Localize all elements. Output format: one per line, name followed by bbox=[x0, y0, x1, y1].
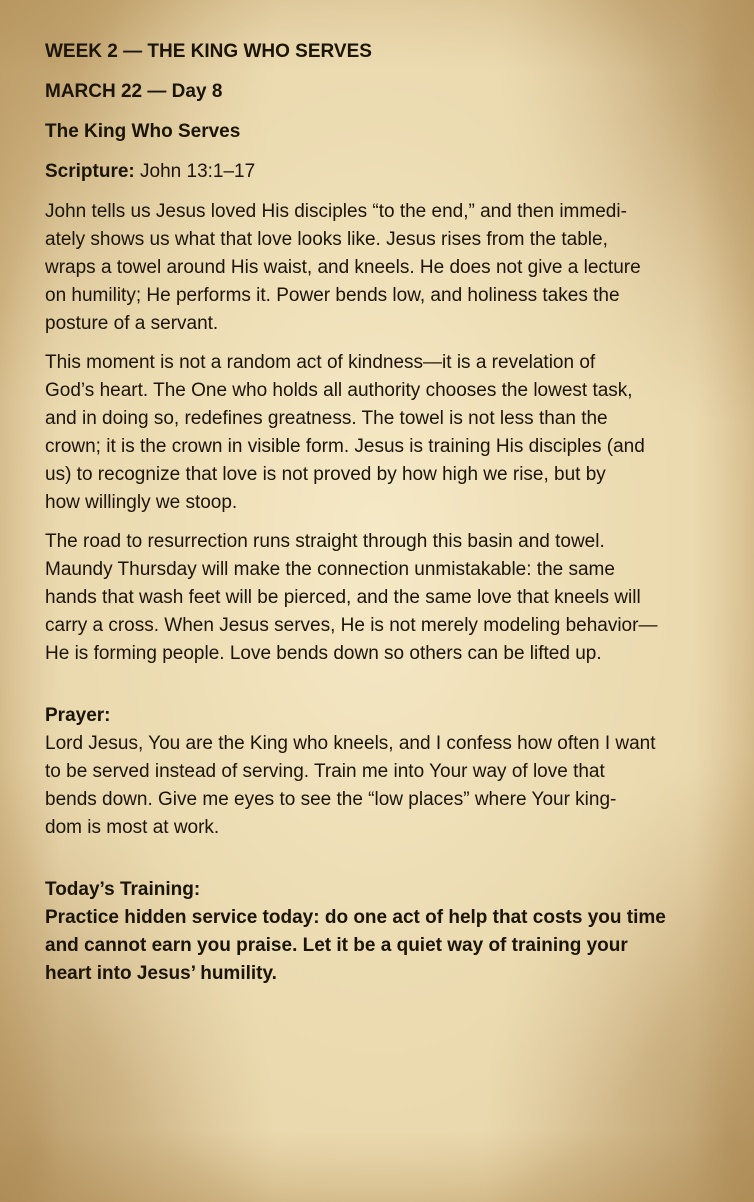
devotional-title: The King Who Serves bbox=[45, 121, 241, 142]
prayer-label: Prayer: bbox=[45, 705, 111, 726]
scripture-line bbox=[45, 160, 720, 184]
prayer-line: dom is most at work. bbox=[45, 817, 220, 838]
body-paragraph-3 bbox=[45, 528, 720, 668]
training-line: heart into Jesus’ humility. bbox=[45, 963, 277, 984]
prayer-line: Lord Jesus, You are the King who kneels, and I confess how often I want bbox=[45, 733, 656, 754]
paragraph-line: The road to resurrection runs straight through this basin and towel. bbox=[45, 531, 605, 552]
body-paragraph-2 bbox=[45, 349, 720, 517]
prayer-section bbox=[45, 702, 720, 842]
paragraph-line: ately shows us what that love looks like. Jesus rises from the table, bbox=[45, 229, 608, 250]
paragraph-line: wraps a towel around His waist, and kneels. He does not give a lecture bbox=[45, 257, 641, 278]
training-line: Practice hidden service today: do one act of help that costs you time bbox=[45, 907, 666, 928]
training-label: Today’s Training: bbox=[45, 879, 201, 900]
paragraph-line: Maundy Thursday will make the connection unmistakable: the same bbox=[45, 559, 615, 580]
paragraph-line: crown; it is the crown in visible form. Jesus is training His disciples (and bbox=[45, 436, 645, 457]
paragraph-line: us) to recognize that love is not proved by how high we rise, but by bbox=[45, 464, 606, 485]
scripture-reference: John 13:1–17 bbox=[134, 161, 256, 182]
paragraph-line: God’s heart. The One who holds all authority chooses the lowest task, bbox=[45, 380, 633, 401]
devotional-page bbox=[45, 40, 720, 988]
week-heading: WEEK 2 — THE KING WHO SERVES bbox=[45, 41, 372, 62]
paragraph-line: carry a cross. When Jesus serves, He is not merely modeling behavior— bbox=[45, 615, 658, 636]
prayer-line: bends down. Give me eyes to see the “low places” where Your king- bbox=[45, 789, 617, 810]
paragraph-line: This moment is not a random act of kindness—it is a revelation of bbox=[45, 352, 596, 373]
prayer-line: to be served instead of serving. Train me into Your way of love that bbox=[45, 761, 605, 782]
paragraph-line: John tells us Jesus loved His disciples “to the end,” and then immedi- bbox=[45, 201, 627, 222]
paragraph-line: He is forming people. Love bends down so others can be lifted up. bbox=[45, 643, 602, 664]
paragraph-line: posture of a servant. bbox=[45, 313, 219, 334]
scripture-label: Scripture: bbox=[45, 161, 135, 182]
date-heading: MARCH 22 — Day 8 bbox=[45, 81, 223, 102]
paragraph-line: how willingly we stoop. bbox=[45, 492, 238, 513]
paragraph-line: hands that wash feet will be pierced, and the same love that kneels will bbox=[45, 587, 641, 608]
paragraph-line: on humility; He performs it. Power bends low, and holiness takes the bbox=[45, 285, 620, 306]
body-paragraph-1 bbox=[45, 198, 720, 338]
training-section bbox=[45, 876, 720, 988]
training-line: and cannot earn you praise. Let it be a quiet way of training your bbox=[45, 935, 628, 956]
paragraph-line: and in doing so, redefines greatness. The towel is not less than the bbox=[45, 408, 608, 429]
